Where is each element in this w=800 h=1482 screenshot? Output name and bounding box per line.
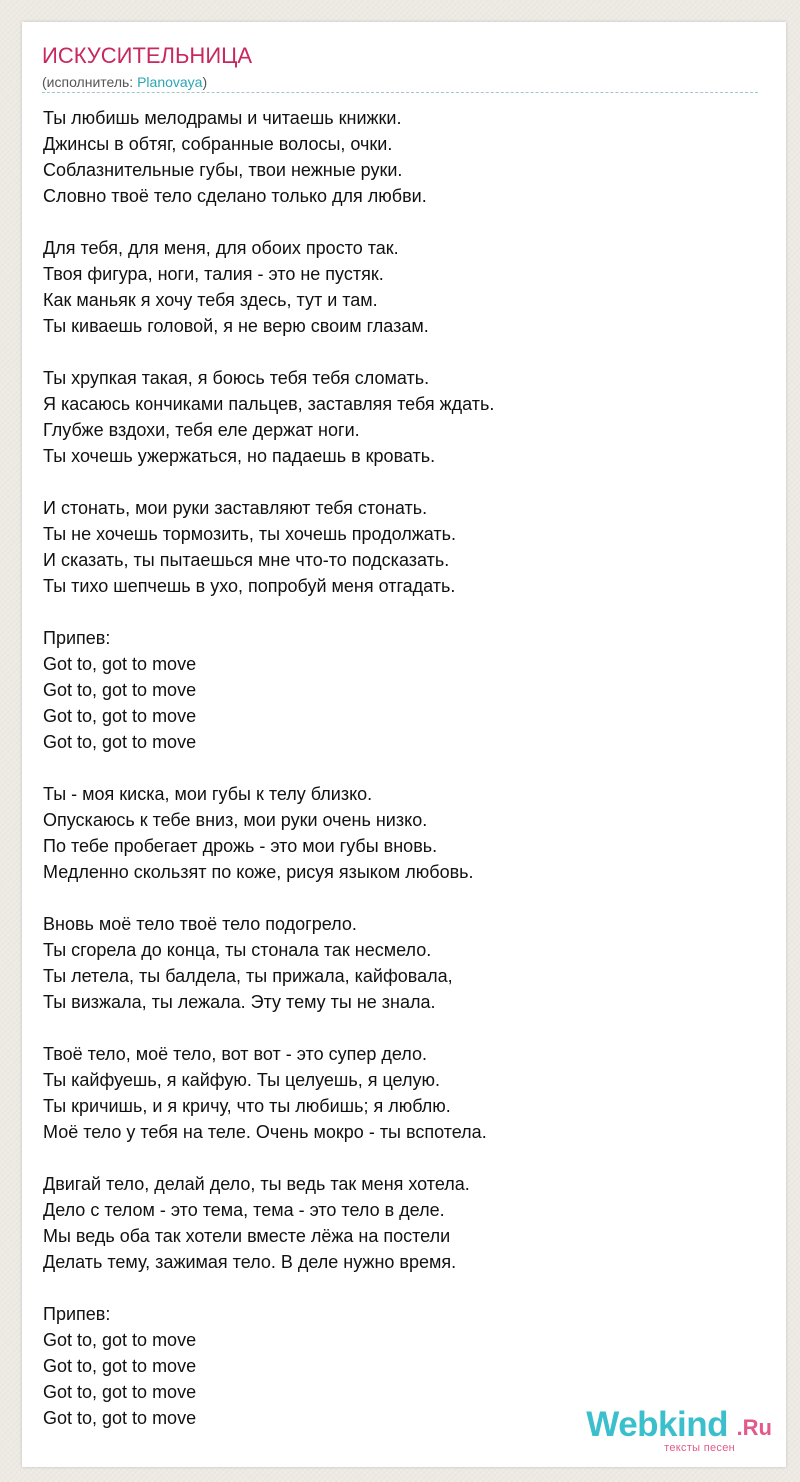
lyric-line: По тебе пробегает дрожь - это мои губы вновь. xyxy=(43,836,438,856)
lyric-line: Ты - моя киска, мои губы к телу близко. xyxy=(43,784,373,804)
logo-tld: .Ru xyxy=(736,1415,772,1440)
lyric-line: Got to, got to move xyxy=(43,654,197,674)
lyric-line: И стонать, мои руки заставляют тебя стонать. xyxy=(43,498,428,518)
lyrics-stanza xyxy=(43,911,763,1015)
lyric-line: Ты летела, ты балдела, ты прижала, кайфовала, xyxy=(43,966,453,986)
lyric-line: И сказать, ты пытаешься мне что-то подсказать. xyxy=(43,550,450,570)
lyric-line: Моё тело у тебя на теле. Очень мокро - ты вспотела. xyxy=(43,1122,487,1142)
lyric-line: Глубже вздохи, тебя еле держат ноги. xyxy=(43,420,360,440)
artist-line xyxy=(42,73,207,91)
lyric-line: Для тебя, для меня, для обоих просто так. xyxy=(43,238,399,258)
lyric-line: Ты хочешь ужержаться, но падаешь в кровать. xyxy=(43,446,436,466)
lyrics-stanza xyxy=(43,781,763,885)
lyric-line: Got to, got to move xyxy=(43,1408,197,1428)
lyrics-card xyxy=(22,22,786,1467)
lyric-line: Медленно скользят по коже, рисуя языком любовь. xyxy=(43,862,474,882)
logo-tagline: тексты песен xyxy=(664,1442,735,1454)
lyric-line: Твоя фигура, ноги, талия - это не пустяк. xyxy=(43,264,384,284)
logo-word: Webkind xyxy=(586,1405,728,1444)
lyric-line: Как маньяк я хочу тебя здесь, тут и там. xyxy=(43,290,378,310)
lyric-line: Двигай тело, делай дело, ты ведь так меня хотела. xyxy=(43,1174,470,1194)
song-title: ИСКУСИТЕЛЬНИЦА xyxy=(42,43,253,68)
lyric-line: Соблазнительные губы, твои нежные руки. xyxy=(43,160,403,180)
lyric-line: Got to, got to move xyxy=(43,706,197,726)
lyric-line: Got to, got to move xyxy=(43,1382,197,1402)
artist-link[interactable]: Planovaya xyxy=(137,74,203,90)
lyrics-stanza xyxy=(43,1171,763,1275)
lyric-line: Я касаюсь кончиками пальцев, заставляя тебя ждать. xyxy=(43,394,495,414)
lyric-line: Джинсы в обтяг, собранные волосы, очки. xyxy=(43,134,393,154)
lyric-line: Ты хрупкая такая, я боюсь тебя тебя сломать. xyxy=(43,368,430,388)
lyric-line: Мы ведь оба так хотели вместе лёжа на постели xyxy=(43,1226,451,1246)
artist-prefix: (исполнитель: xyxy=(42,74,138,90)
lyrics-stanza xyxy=(43,495,763,599)
lyric-line: Вновь моё тело твоё тело подогрело. xyxy=(43,914,357,934)
title-divider xyxy=(42,92,758,93)
lyric-line: Ты кайфуешь, я кайфую. Ты целуешь, я целую. xyxy=(43,1070,440,1090)
lyric-line: Got to, got to move xyxy=(43,1356,197,1376)
lyric-line: Ты не хочешь тормозить, ты хочешь продолжать. xyxy=(43,524,456,544)
lyric-line: Припев: xyxy=(43,628,111,648)
lyric-line: Ты тихо шепчешь в ухо, попробуй меня отгадать. xyxy=(43,576,456,596)
lyrics-text xyxy=(43,105,763,1431)
lyric-line: Твоё тело, моё тело, вот вот - это супер дело. xyxy=(43,1044,428,1064)
lyric-line: Ты кричишь, и я кричу, что ты любишь; я люблю. xyxy=(43,1096,451,1116)
lyrics-stanza xyxy=(43,365,763,469)
lyric-line: Опускаюсь к тебе вниз, мои руки очень низко. xyxy=(43,810,428,830)
lyrics-stanza xyxy=(43,235,763,339)
lyric-line: Делать тему, зажимая тело. В деле нужно время. xyxy=(43,1252,457,1272)
lyric-line: Got to, got to move xyxy=(43,732,197,752)
lyric-line: Словно твоё тело сделано только для любви. xyxy=(43,186,427,206)
lyric-line: Ты любишь мелодрамы и читаешь книжки. xyxy=(43,108,402,128)
webkind-logo[interactable] xyxy=(572,1405,772,1455)
lyric-line: Припев: xyxy=(43,1304,111,1324)
lyrics-stanza xyxy=(43,625,763,755)
lyrics-stanza xyxy=(43,1041,763,1145)
lyric-line: Ты сгорела до конца, ты стонала так несмело. xyxy=(43,940,432,960)
lyric-line: Got to, got to move xyxy=(43,1330,197,1350)
lyrics-stanza xyxy=(43,105,763,209)
lyric-line: Дело с телом - это тема, тема - это тело в деле. xyxy=(43,1200,445,1220)
lyric-line: Ты киваешь головой, я не верю своим глазам. xyxy=(43,316,429,336)
lyric-line: Ты визжала, ты лежала. Эту тему ты не знала. xyxy=(43,992,436,1012)
artist-suffix: ) xyxy=(202,74,208,90)
lyric-line: Got to, got to move xyxy=(43,680,197,700)
